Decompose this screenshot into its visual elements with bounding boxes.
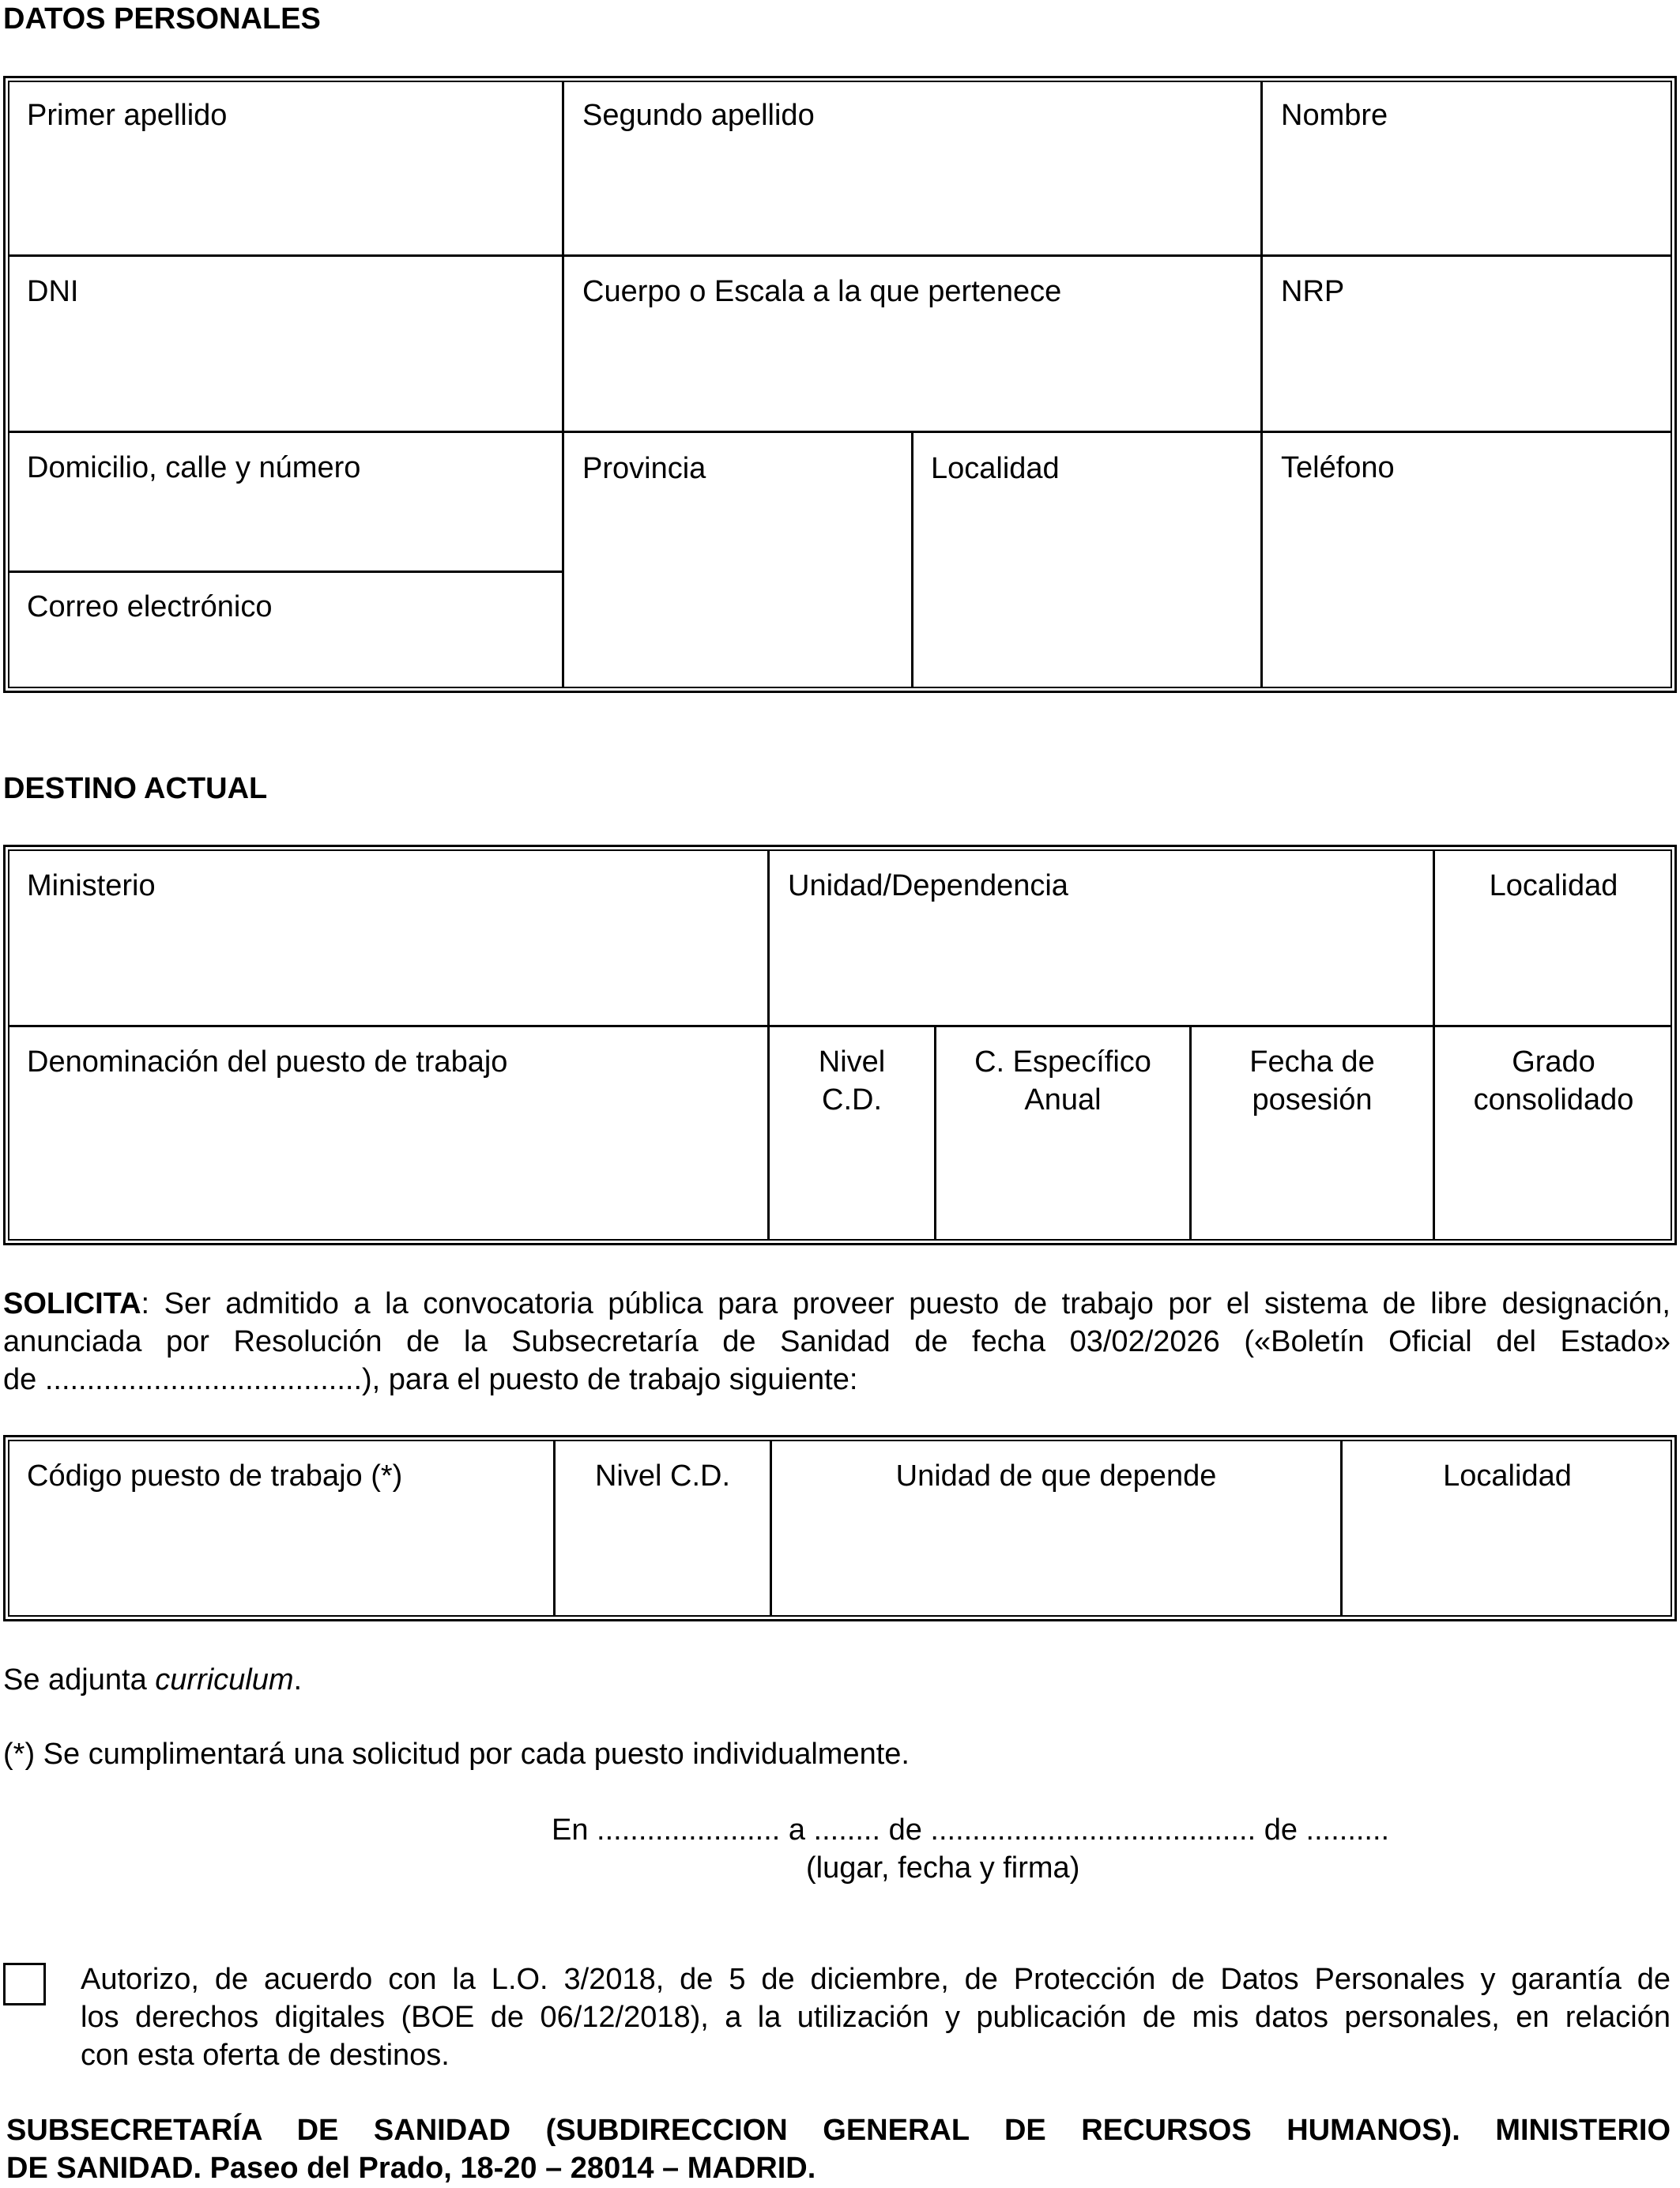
fecha-label-line2: posesión: [1252, 1083, 1373, 1117]
nivel-cd-field[interactable]: [770, 1043, 934, 1119]
solicita-line1: : Ser admitido a la convocatoria pública para proveer puesto de trabajo por el sistema de libre designación,: [141, 1287, 1671, 1320]
nivel-cd-label-line2: C.D.: [822, 1083, 882, 1117]
grado-label-line2: consolidado: [1473, 1083, 1634, 1117]
footer-line1: SUBSECRETARÍA DE SANIDAD (SUBDIRECCION GENERAL DE RECURSOS HUMANOS). MINISTERIO: [6, 2114, 1671, 2147]
ministerio-field[interactable]: Ministerio: [27, 869, 156, 902]
nivel-cd-label-line1: Nivel: [818, 1045, 886, 1079]
grado-label-line1: Grado: [1512, 1045, 1595, 1079]
localidad-personal-field[interactable]: Localidad: [931, 452, 1060, 485]
correo-field[interactable]: Correo electrónico: [27, 590, 273, 623]
fecha-posesion-field[interactable]: [1192, 1043, 1433, 1119]
solicita-line3: de ......................................), para el puesto de trabajo siguiente:: [3, 1363, 858, 1396]
destino-actual-heading: DESTINO ACTUAL: [3, 772, 268, 805]
especifico-label-line2: Anual: [1024, 1083, 1102, 1117]
autorizo-line2: los derechos digitales (BOE de 06/12/2018), a la utilización y publicación de mis datos personales, en relación: [81, 2001, 1671, 2034]
localidad-puesto-field[interactable]: Localidad: [1443, 1459, 1572, 1493]
autorizo-checkbox[interactable]: [3, 1963, 46, 2005]
footer-line2: DE SANIDAD. Paseo del Prado, 18-20 – 28014 – MADRID.: [6, 2152, 816, 2185]
adjunta-prefix: Se adjunta: [3, 1663, 156, 1697]
unidad-depende-field[interactable]: Unidad de que depende: [895, 1459, 1217, 1493]
solicita-paragraph: [3, 1285, 1671, 1399]
domicilio-field[interactable]: Domicilio, calle y número: [27, 451, 361, 484]
localidad-destino-field[interactable]: Localidad: [1489, 869, 1618, 902]
denominacion-puesto-field[interactable]: Denominación del puesto de trabajo: [27, 1045, 508, 1079]
adjunta-curriculum: [3, 1661, 302, 1699]
fecha-label-line1: Fecha de: [1249, 1045, 1375, 1079]
especifico-anual-field[interactable]: [936, 1043, 1189, 1119]
adjunta-italic: curriculum: [155, 1663, 294, 1697]
cuerpo-escala-field[interactable]: Cuerpo o Escala a la que pertenece: [582, 275, 1062, 308]
dni-field[interactable]: DNI: [27, 275, 79, 308]
autorizo-line1: Autorizo, de acuerdo con la L.O. 3/2018, de 5 de diciembre, de Protección de Datos Personales y garantía de: [81, 1963, 1671, 1996]
firma-line2: (lugar, fecha y firma): [806, 1851, 1080, 1885]
nivel-cd-puesto-field[interactable]: Nivel C.D.: [594, 1459, 731, 1493]
autorizo-text: [81, 1960, 1671, 2074]
nrp-field[interactable]: NRP: [1281, 275, 1345, 308]
solicita-line2: anunciada por Resolución de la Subsecretaría de Sanidad de fecha 03/02/2026 («Boletín Oficial del Estado»: [3, 1325, 1671, 1358]
unidad-dependencia-field[interactable]: Unidad/Dependencia: [788, 869, 1068, 902]
footer-address: [6, 2111, 1671, 2187]
segundo-apellido-field[interactable]: Segundo apellido: [582, 99, 815, 132]
especifico-label-line1: C. Específico: [974, 1045, 1151, 1079]
firma-line1: En ...................... a ........ de ....................................... de ..........: [552, 1813, 1390, 1847]
nombre-field[interactable]: Nombre: [1281, 99, 1388, 132]
adjunta-suffix: .: [293, 1663, 303, 1697]
datos-personales-heading: DATOS PERSONALES: [3, 2, 321, 36]
provincia-field[interactable]: Provincia: [582, 452, 706, 485]
codigo-puesto-field[interactable]: Código puesto de trabajo (*): [27, 1459, 403, 1493]
primer-apellido-field[interactable]: Primer apellido: [27, 99, 228, 132]
nota-asterisco: (*) Se cumplimentará una solicitud por cada puesto individualmente.: [3, 1738, 910, 1771]
solicita-label: SOLICITA: [3, 1287, 141, 1320]
grado-consolidado-field[interactable]: [1435, 1043, 1672, 1119]
autorizo-line3: con esta oferta de destinos.: [81, 2039, 450, 2072]
telefono-field[interactable]: Teléfono: [1281, 451, 1395, 484]
